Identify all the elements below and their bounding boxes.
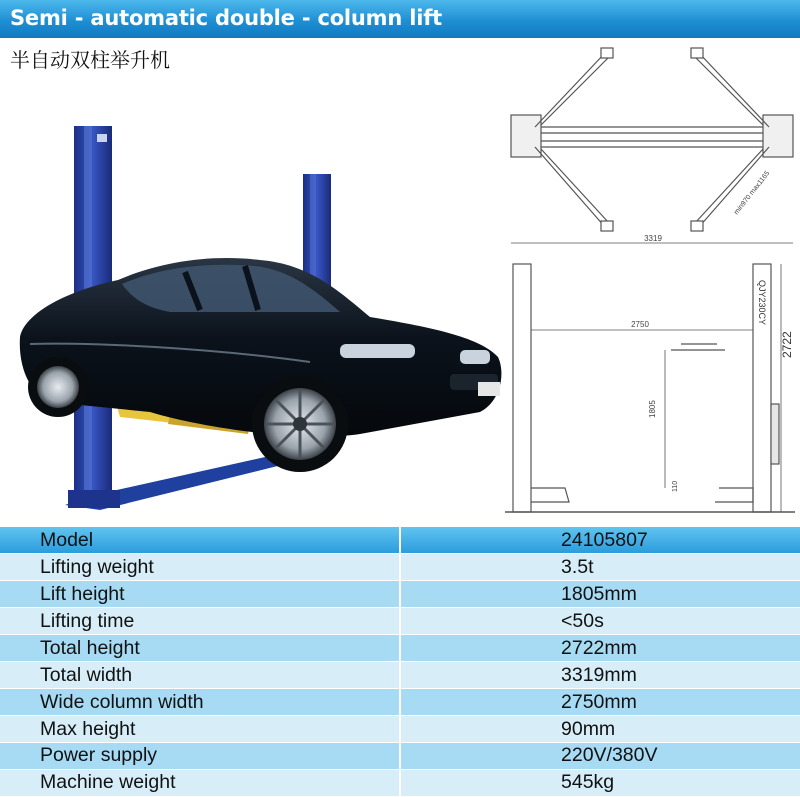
spec-value: 2722mm bbox=[400, 635, 800, 662]
spec-value: <50s bbox=[400, 608, 800, 635]
spec-value: 1805mm bbox=[400, 581, 800, 608]
elevation-min-height-label: 110 bbox=[672, 480, 679, 492]
elevation-inner-width-label: 2750 bbox=[631, 320, 649, 329]
spec-label: Lifting time bbox=[0, 608, 400, 635]
front-wheel bbox=[252, 376, 348, 472]
spec-row bbox=[0, 743, 800, 770]
lift-product-photo bbox=[10, 112, 510, 522]
elevation-lift-height-label: 1805 bbox=[648, 400, 657, 418]
spec-row bbox=[0, 608, 800, 635]
spec-label: Model bbox=[0, 527, 400, 554]
spec-label: Total height bbox=[0, 635, 400, 662]
plan-reach-label: min970 max1165 bbox=[733, 170, 772, 217]
spec-row bbox=[0, 716, 800, 743]
plan-view-drawing bbox=[505, 45, 795, 255]
spec-value: 3319mm bbox=[400, 662, 800, 689]
spec-label: Lift height bbox=[0, 581, 400, 608]
spec-value: 2750mm bbox=[400, 689, 800, 716]
plan-width-label: 3319 bbox=[644, 234, 662, 243]
spec-row bbox=[0, 689, 800, 716]
spec-value: 90mm bbox=[400, 716, 800, 743]
spec-row bbox=[0, 554, 800, 581]
spec-label: Power supply bbox=[0, 743, 400, 770]
spec-row bbox=[0, 635, 800, 662]
spec-label: Total width bbox=[0, 662, 400, 689]
spec-label: Lifting weight bbox=[0, 554, 400, 581]
spec-value: 545kg bbox=[400, 769, 800, 796]
spec-row bbox=[0, 527, 800, 554]
spec-row bbox=[0, 769, 800, 796]
spec-label: Max height bbox=[0, 716, 400, 743]
elevation-height-label: 2722 bbox=[780, 331, 794, 358]
spec-label: Machine weight bbox=[0, 769, 400, 796]
spec-value: 3.5t bbox=[400, 554, 800, 581]
header-bar bbox=[0, 0, 800, 38]
spec-row bbox=[0, 581, 800, 608]
spec-row bbox=[0, 662, 800, 689]
elevation-view-drawing bbox=[505, 258, 795, 520]
chinese-subtitle: 半自动双柱举升机 bbox=[10, 48, 170, 72]
page-title: Semi - automatic double - column lift bbox=[10, 6, 442, 30]
rear-wheel bbox=[28, 357, 88, 417]
spec-value: 220V/380V bbox=[400, 743, 800, 770]
spec-table bbox=[0, 527, 800, 797]
spec-value: 24105807 bbox=[400, 527, 800, 554]
spec-label: Wide column width bbox=[0, 689, 400, 716]
column-model-text: QJY230CY bbox=[757, 280, 767, 326]
